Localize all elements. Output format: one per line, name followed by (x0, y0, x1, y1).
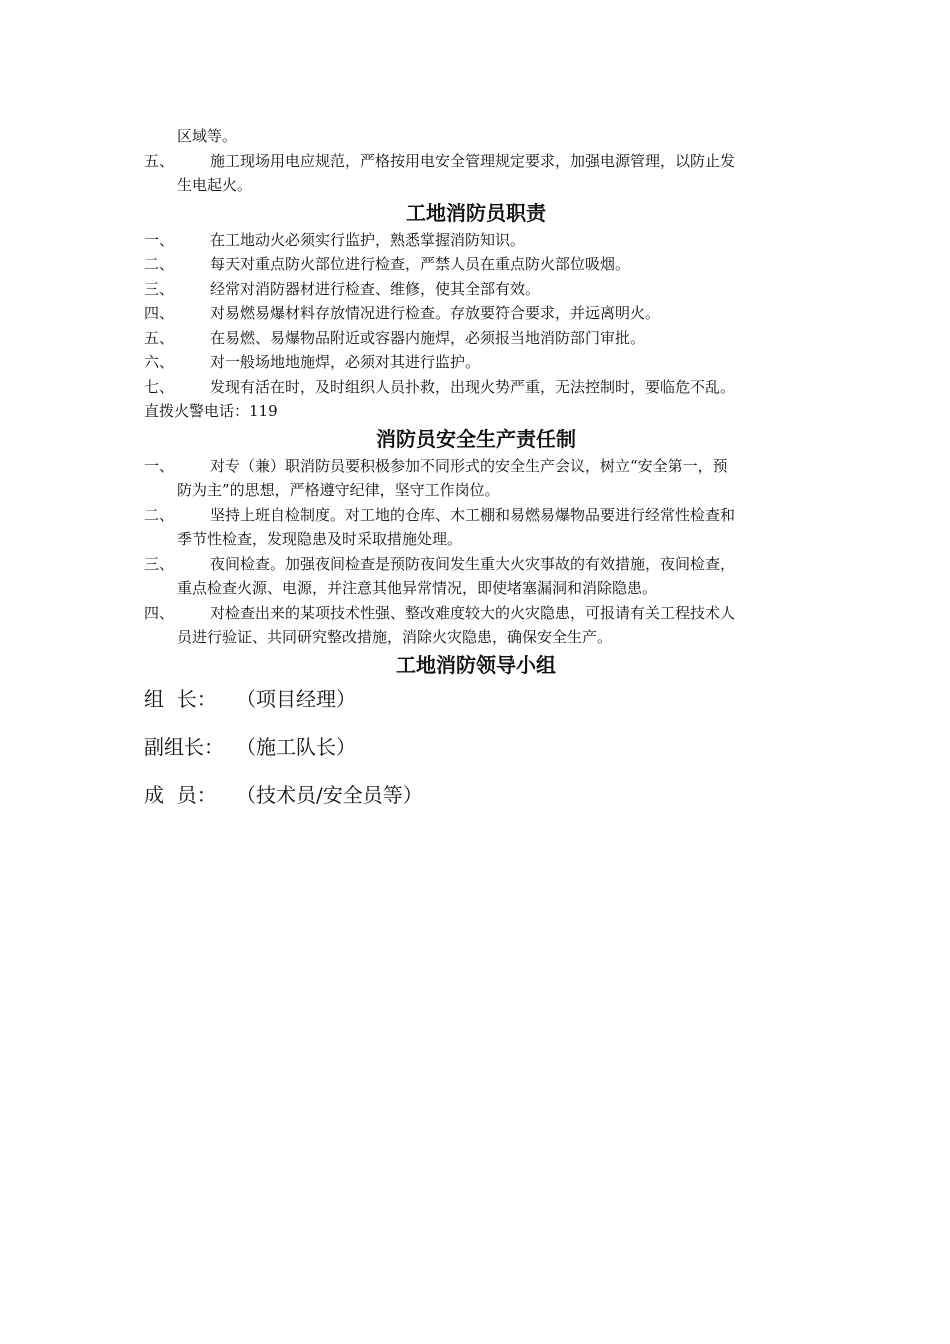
item-number: 二、 (144, 505, 175, 524)
item-text: 对专（兼）职消防员要积极参加不同形式的安全生产会议，树立“安全第一，预 (210, 456, 728, 475)
item-continuation: 重点检查火源、电源，并注意其他异常情况，即使堵塞漏洞和消除隐患。 (177, 579, 658, 597)
member-value: （技术员/安全员等） (236, 782, 423, 807)
item-number: 四、 (144, 304, 175, 322)
item-number: 一、 (144, 230, 175, 249)
list-item (144, 552, 808, 577)
team-member-staff (144, 782, 808, 808)
item-text: 每天对重点防火部位进行检查，严禁人员在重点防火部位吸烟。 (210, 255, 631, 273)
member-value: （项目经理） (236, 686, 356, 711)
item-text: 发现有活在时，及时组织人员扑救，出现火势严重，无法控制时，要临危不乱。 (210, 377, 736, 396)
section-title-duties: 工地消防员职责 (406, 200, 546, 225)
item-number: 六、 (144, 353, 175, 371)
section-title-team: 工地消防领导小组 (396, 652, 556, 677)
list-item (144, 601, 808, 626)
item-continuation: 员进行验证、共同研究整改措施，消除火灾隐患，确保安全生产。 (177, 628, 613, 646)
list-item (144, 149, 808, 174)
member-value: （施工队长） (236, 734, 356, 759)
item-number: 五、 (144, 151, 175, 170)
item-number: 四、 (144, 603, 175, 622)
list-item (144, 252, 808, 277)
item-continuation: 季节性检查，发现隐患及时采取措施处理。 (177, 530, 463, 548)
list-item (144, 503, 808, 528)
item-text: 对检查出来的某项技术性强、整改难度较大的火灾隐患，可报请有关工程技术人 (210, 603, 736, 622)
member-role: 组 长： (144, 686, 217, 711)
team-member-deputy (144, 734, 808, 760)
fire-hotline: 直拨火警电话：119 (144, 402, 278, 420)
section-title-responsibility: 消防员安全生产责任制 (376, 426, 576, 451)
item-number: 七、 (144, 377, 175, 396)
list-item (144, 350, 808, 375)
list-item (144, 301, 808, 326)
list-item (144, 375, 808, 400)
item-text: 经常对消防器材进行检查、维修，使其全部有效。 (210, 279, 541, 298)
item-text: 夜间检查。加强夜间检查是预防夜间发生重大火灾事故的有效措施，夜间检查， (210, 554, 736, 573)
item-text: 在工地动火必须实行监护，熟悉掌握消防知识。 (210, 230, 526, 249)
item-number: 五、 (144, 328, 175, 347)
item-continuation: 防为主”的思想，严格遵守纪律，坚守工作岗位。 (177, 481, 500, 499)
document-content (144, 124, 808, 830)
team-member-leader (144, 686, 808, 712)
item-number: 一、 (144, 456, 175, 475)
continued-line: 区域等。 (177, 127, 238, 145)
item-text: 坚持上班自检制度。对工地的仓库、木工棚和易燃易爆物品要进行经常性检查和 (210, 505, 736, 524)
item-text: 在易燃、易爆物品附近或容器内施焊，必须报当地消防部门审批。 (210, 328, 646, 347)
item-text: 施工现场用电应规范，严格按用电安全管理规定要求，加强电源管理，以防止发 (210, 151, 736, 170)
list-item (144, 454, 808, 479)
member-role: 副组长： (144, 734, 224, 759)
list-item (144, 326, 808, 351)
item-number: 三、 (144, 554, 175, 573)
item-text: 对一般场地地施焊，必须对其进行监护。 (210, 353, 481, 371)
item-text: 对易燃易爆材料存放情况进行检查。存放要符合要求，并远离明火。 (210, 304, 661, 322)
list-item (144, 228, 808, 253)
item-continuation: 生电起火。 (177, 176, 253, 194)
member-role: 成 员： (144, 782, 217, 807)
item-number: 三、 (144, 279, 175, 298)
item-number: 二、 (144, 255, 175, 273)
list-item (144, 277, 808, 302)
